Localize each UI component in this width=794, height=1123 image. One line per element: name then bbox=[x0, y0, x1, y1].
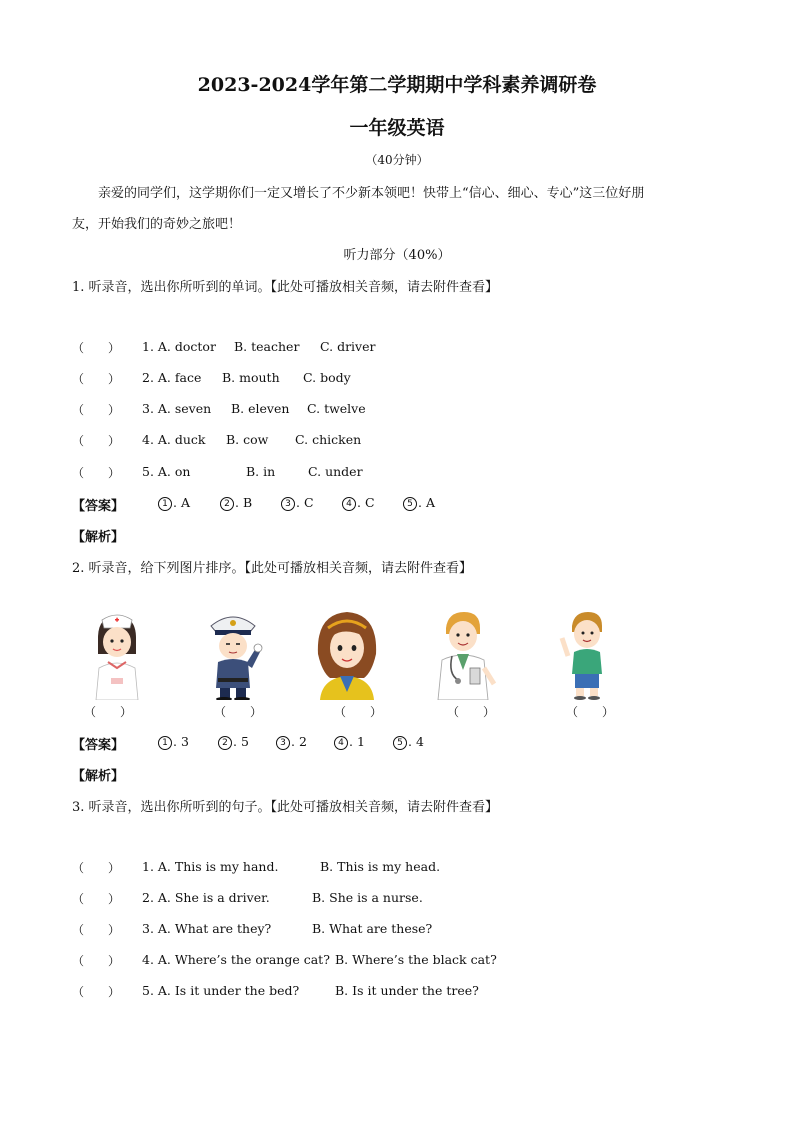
option-b: B. What are these? bbox=[312, 921, 433, 936]
circled-number: 1 bbox=[158, 736, 172, 750]
exam-subtitle: 一年级英语 bbox=[349, 117, 445, 139]
answer-paren[interactable]: （ ） bbox=[72, 466, 121, 480]
analysis-label: 【解析】 bbox=[72, 769, 125, 784]
intro-line-2: 友，开始我们的奇妙之旅吧！ bbox=[72, 217, 242, 232]
option-b: B. eleven bbox=[231, 401, 290, 416]
option-c: C. body bbox=[303, 370, 351, 385]
exam-duration: （40分钟） bbox=[365, 153, 429, 167]
circled-number: 4 bbox=[334, 736, 348, 750]
answer-paren[interactable]: （ ） bbox=[72, 861, 121, 875]
answer-item bbox=[393, 734, 424, 750]
option-a: 2. A. She is a driver. bbox=[142, 890, 270, 905]
order-blank[interactable]: （ ） bbox=[334, 705, 383, 719]
question-1-title: 1. 听录音，选出你所听到的单词。【此处可播放相关音频，请去附件查看】 bbox=[72, 280, 499, 295]
option-a: 3. A. What are they? bbox=[142, 921, 272, 936]
answer-item bbox=[276, 734, 307, 750]
option-a: 2. A. face bbox=[142, 370, 202, 385]
answer-value: . 5 bbox=[233, 734, 249, 749]
answer-paren[interactable]: （ ） bbox=[72, 372, 121, 386]
answer-item bbox=[158, 495, 190, 511]
option-a: 4. A. Where’s the orange cat? bbox=[142, 952, 330, 967]
option-b: B. Is it under the tree? bbox=[335, 983, 479, 998]
option-b: B. cow bbox=[226, 432, 269, 447]
answer-value: . C bbox=[357, 495, 375, 510]
circled-number: 3 bbox=[281, 497, 295, 511]
circled-number: 5 bbox=[403, 497, 417, 511]
answer-item bbox=[281, 495, 314, 511]
option-c: C. driver bbox=[320, 339, 376, 354]
answer-item bbox=[220, 495, 252, 511]
circled-number: 1 bbox=[158, 497, 172, 511]
answer-paren[interactable]: （ ） bbox=[72, 985, 121, 999]
answer-paren[interactable]: （ ） bbox=[72, 403, 121, 417]
answer-item bbox=[158, 734, 189, 750]
answer-label: 【答案】 bbox=[72, 499, 125, 514]
option-c: C. chicken bbox=[295, 432, 362, 447]
answer-value: . B bbox=[235, 495, 253, 510]
answer-item bbox=[218, 734, 249, 750]
analysis-label: 【解析】 bbox=[72, 530, 125, 545]
order-blank[interactable]: （ ） bbox=[84, 705, 133, 719]
option-a: 1. A. This is my hand. bbox=[142, 859, 279, 874]
answer-value: . A bbox=[173, 495, 190, 510]
option-c: C. under bbox=[308, 464, 363, 479]
teacher-girl-icon bbox=[312, 608, 382, 700]
circled-number: 5 bbox=[393, 736, 407, 750]
option-a: 5. A. on bbox=[142, 464, 191, 479]
answer-paren[interactable]: （ ） bbox=[72, 954, 121, 968]
nurse-icon bbox=[82, 608, 152, 700]
option-b: B. in bbox=[246, 464, 276, 479]
answer-value: . A bbox=[418, 495, 435, 510]
circled-number: 2 bbox=[220, 497, 234, 511]
option-a: 3. A. seven bbox=[142, 401, 212, 416]
answer-label: 【答案】 bbox=[72, 738, 125, 753]
order-blank[interactable]: （ ） bbox=[447, 705, 496, 719]
option-b: B. She is a nurse. bbox=[312, 890, 423, 905]
answer-paren[interactable]: （ ） bbox=[72, 892, 121, 906]
option-c: C. twelve bbox=[307, 401, 366, 416]
answer-item bbox=[342, 495, 375, 511]
order-blank[interactable]: （ ） bbox=[566, 705, 615, 719]
intro-line-1: 亲爱的同学们，这学期你们一定又增长了不少新本领吧！快带上“信心、细心、专心”这三位好朋 bbox=[98, 186, 645, 201]
option-a: 4. A. duck bbox=[142, 432, 206, 447]
question-2-title: 2. 听录音，给下列图片排序。【此处可播放相关音频，请去附件查看】 bbox=[72, 561, 473, 576]
circled-number: 2 bbox=[218, 736, 232, 750]
answer-paren[interactable]: （ ） bbox=[72, 923, 121, 937]
circled-number: 3 bbox=[276, 736, 290, 750]
police-officer-icon bbox=[198, 608, 268, 700]
answer-value: . 2 bbox=[291, 734, 307, 749]
answer-value: . 1 bbox=[349, 734, 365, 749]
option-b: B. Where’s the black cat? bbox=[335, 952, 497, 967]
section-heading: 听力部分（40%） bbox=[343, 248, 451, 263]
option-b: B. mouth bbox=[222, 370, 280, 385]
question-3-title: 3. 听录音，选出你所听到的句子。【此处可播放相关音频，请去附件查看】 bbox=[72, 800, 499, 815]
exam-title: 2023-2024学年第二学期期中学科素养调研卷 bbox=[197, 74, 597, 96]
answer-paren[interactable]: （ ） bbox=[72, 341, 121, 355]
answer-value: . C bbox=[296, 495, 314, 510]
option-b: B. This is my head. bbox=[320, 859, 441, 874]
option-b: B. teacher bbox=[234, 339, 300, 354]
answer-paren[interactable]: （ ） bbox=[72, 434, 121, 448]
answer-item bbox=[334, 734, 365, 750]
boy-icon bbox=[552, 608, 622, 700]
answer-item bbox=[403, 495, 435, 511]
option-a: 1. A. doctor bbox=[142, 339, 216, 354]
circled-number: 4 bbox=[342, 497, 356, 511]
answer-value: . 3 bbox=[173, 734, 189, 749]
doctor-icon bbox=[428, 608, 498, 700]
order-blank[interactable]: （ ） bbox=[214, 705, 263, 719]
answer-value: . 4 bbox=[408, 734, 424, 749]
option-a: 5. A. Is it under the bed? bbox=[142, 983, 300, 998]
